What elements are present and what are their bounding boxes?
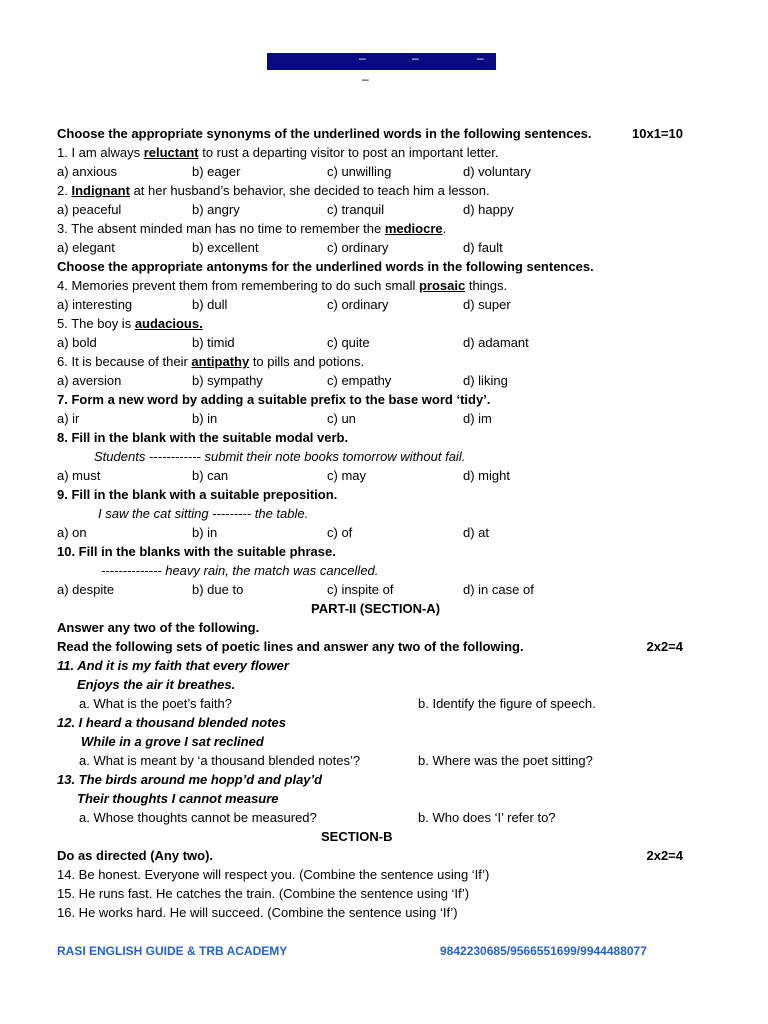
option: a) despite — [57, 582, 115, 597]
section-b-instruction: Do as directed (Any two). 2x2=4 — [57, 848, 683, 863]
option: a) anxious — [57, 164, 117, 179]
subquestion-row — [57, 694, 697, 713]
option: c) quite — [327, 335, 370, 350]
option: b) eager — [192, 164, 241, 179]
header-dash: – — [359, 51, 366, 65]
question-8: 8. Fill in the blank with the suitable modal verb. — [57, 430, 349, 445]
question-8-sentence: Students ------------ submit their note books tomorrow without fail. — [94, 449, 466, 464]
option: a) aversion — [57, 373, 122, 388]
header-dash: – — [477, 51, 484, 65]
option: a) interesting — [57, 297, 133, 312]
option: c) of — [327, 525, 353, 540]
question-7: 7. Form a new word by adding a suitable prefix to the base word ‘tidy’. — [57, 392, 491, 407]
option: b) angry — [192, 202, 240, 217]
question-16: 16. He works hard. He will succeed. (Combine the sentence using ‘If’) — [57, 905, 458, 920]
antonyms-instruction: Choose the appropriate antonyms for the underlined words in the following sentences. — [57, 259, 594, 274]
question-3: 3. The absent minded man has no time to remember the mediocre. — [57, 221, 447, 236]
options-row — [57, 409, 697, 428]
option: a) bold — [57, 335, 97, 350]
question-12-line2: While in a grove I sat reclined — [81, 734, 264, 749]
underlined-word: prosaic — [418, 278, 466, 293]
poetic-lines-instruction: Read the following sets of poetic lines and answer any two of the following. 2x2=4 — [57, 639, 683, 654]
option: b) in — [192, 411, 218, 426]
question-4: 4. Memories prevent them from remembering to do such small prosaic things. — [57, 278, 508, 293]
header-dash: – — [412, 51, 419, 65]
option: b) due to — [192, 582, 244, 597]
option: c) tranquil — [327, 202, 385, 217]
option: a) on — [57, 525, 87, 540]
subquestion-a: a. What is meant by ‘a thousand blended notes’? — [79, 753, 361, 768]
marks-label: 2x2=4 — [646, 639, 683, 654]
question-13-line2: Their thoughts I cannot measure — [77, 791, 279, 806]
options-row — [57, 466, 697, 485]
header-dash-below: – — [362, 72, 369, 86]
underlined-word: mediocre — [384, 221, 443, 236]
options-row — [57, 333, 697, 352]
subquestion-a: a. What is the poet’s faith? — [79, 696, 232, 711]
subquestion-b: b. Who does ‘I’ refer to? — [418, 810, 556, 825]
options-row — [57, 295, 697, 314]
option: b) timid — [192, 335, 235, 350]
question-1: 1. I am always reluctant to rust a departing visitor to post an important letter. — [57, 145, 499, 160]
option: c) ordinary — [327, 240, 389, 255]
option: c) empathy — [327, 373, 392, 388]
question-6: 6. It is because of their antipathy to pills and potions. — [57, 354, 365, 369]
option: d) im — [463, 411, 492, 426]
option: d) might — [463, 468, 510, 483]
option: d) liking — [463, 373, 508, 388]
option: d) fault — [463, 240, 503, 255]
option: b) in — [192, 525, 218, 540]
subquestion-b: b. Identify the figure of speech. — [418, 696, 596, 711]
options-row — [57, 238, 697, 257]
options-row — [57, 523, 697, 542]
option: a) must — [57, 468, 101, 483]
subquestion-b: b. Where was the poet sitting? — [418, 753, 593, 768]
question-15: 15. He runs fast. He catches the train. (Combine the sentence using ‘If’) — [57, 886, 470, 901]
question-11-line2: Enjoys the air it breathes. — [77, 677, 236, 692]
option: d) in case of — [463, 582, 534, 597]
options-row — [57, 162, 697, 181]
subquestion-row — [57, 808, 697, 827]
option: a) ir — [57, 411, 80, 426]
question-paper — [57, 124, 697, 922]
question-10-sentence: -------------- heavy rain, the match was cancelled. — [101, 563, 379, 578]
option: a) peaceful — [57, 202, 122, 217]
marks-label: 2x2=4 — [646, 848, 683, 863]
options-row — [57, 371, 697, 390]
option: d) at — [463, 525, 490, 540]
question-12: 12. I heard a thousand blended notes — [57, 715, 286, 730]
underlined-word: antipathy — [191, 354, 250, 369]
option: b) excellent — [192, 240, 259, 255]
marks-label: 10x1=10 — [632, 126, 683, 141]
option: d) super — [463, 297, 511, 312]
question-11: 11. And it is my faith that every flower — [57, 658, 289, 673]
option: c) ordinary — [327, 297, 389, 312]
synonyms-instruction: Choose the appropriate synonyms of the underlined words in the following sentences. 10x1=10 — [57, 126, 683, 141]
option: d) voluntary — [463, 164, 531, 179]
question-5: 5. The boy is audacious. — [57, 316, 203, 331]
option: d) adamant — [463, 335, 529, 350]
option: c) may — [327, 468, 366, 483]
header-bar — [267, 53, 496, 70]
question-13: 13. The birds around me hopp’d and play’d — [57, 772, 323, 787]
subquestion-row — [57, 751, 697, 770]
options-row — [57, 200, 697, 219]
option: d) happy — [463, 202, 514, 217]
section-b-title: SECTION-B — [321, 829, 393, 844]
underlined-word: reluctant — [143, 145, 199, 160]
option: c) inspite of — [327, 582, 394, 597]
answer-any-instruction: Answer any two of the following. — [57, 620, 260, 635]
option: b) can — [192, 468, 229, 483]
underlined-word: audacious. — [134, 316, 203, 331]
option: a) elegant — [57, 240, 115, 255]
footer-academy-name: RASI ENGLISH GUIDE & TRB ACADEMY — [57, 944, 288, 958]
question-2: 2. Indignant at her husband’s behavior, she decided to teach him a lesson. — [57, 183, 490, 198]
question-9: 9. Fill in the blank with a suitable preposition. — [57, 487, 338, 502]
question-9-sentence: I saw the cat sitting --------- the table. — [98, 506, 309, 521]
underlined-word: Indignant — [71, 183, 130, 198]
option: c) un — [327, 411, 356, 426]
subquestion-a: a. Whose thoughts cannot be measured? — [79, 810, 317, 825]
question-14: 14. Be honest. Everyone will respect you. (Combine the sentence using ‘If’) — [57, 867, 490, 882]
option: b) dull — [192, 297, 228, 312]
option: c) unwilling — [327, 164, 392, 179]
question-10: 10. Fill in the blanks with the suitable phrase. — [57, 544, 336, 559]
option: b) sympathy — [192, 373, 263, 388]
part-2-title: PART-II (SECTION-A) — [311, 601, 441, 616]
footer-phone-numbers: 9842230685/9566551699/9944488077 — [440, 944, 647, 958]
